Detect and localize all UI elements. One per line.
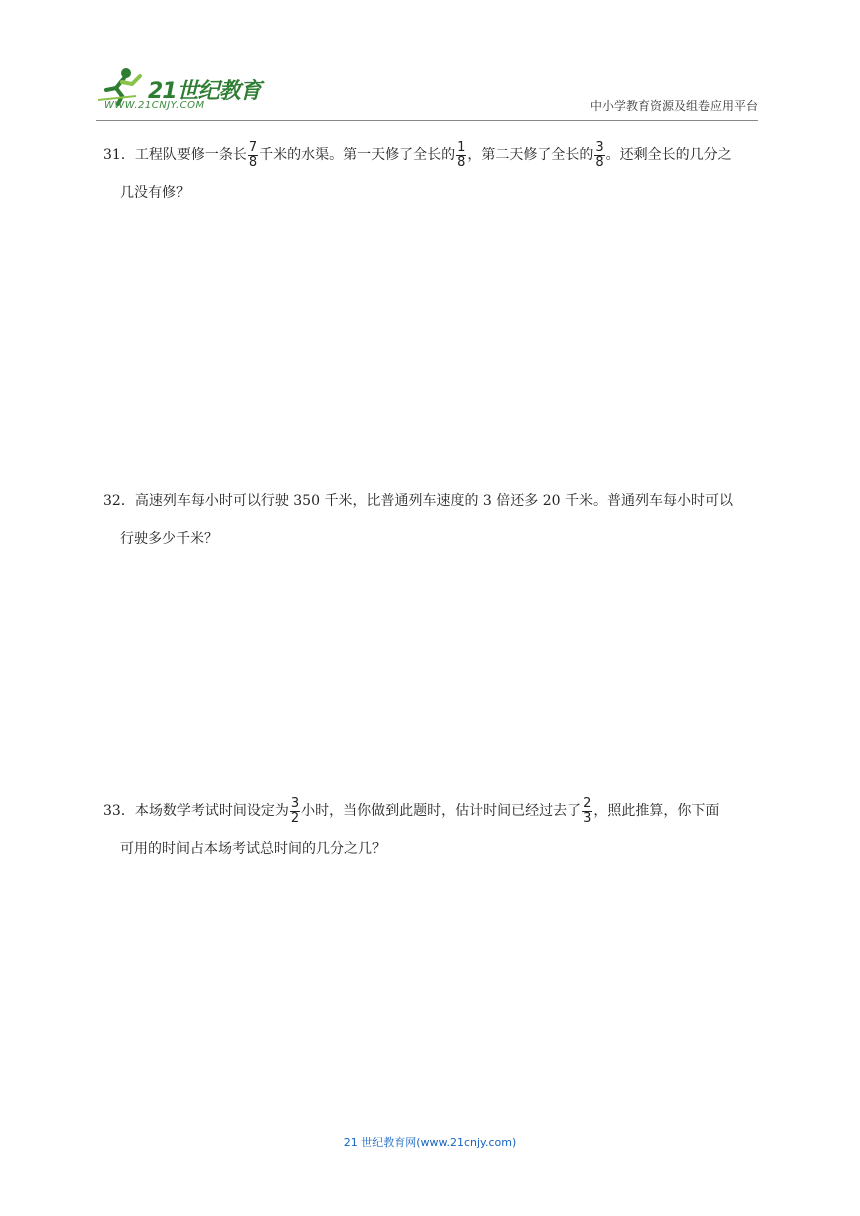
question-text: ，照此推算，你下面 (593, 803, 720, 819)
denominator: 2 (290, 810, 300, 826)
question-line-2: 可用的时间占本场考试总时间的几分之几？ (120, 841, 386, 857)
question-line (103, 792, 759, 830)
question-number: 32． (103, 493, 135, 509)
question-line (103, 136, 759, 174)
question-text: ，第二天修了全长的 (467, 147, 594, 163)
question-text: 工程队要修一条长 (134, 147, 247, 163)
site-logo (96, 66, 266, 118)
fraction (248, 141, 258, 170)
logo-url: WWW.21CNJY.COM (104, 100, 205, 111)
question-line-2: 几没有修？ (120, 185, 190, 201)
platform-name: 中小学教育资源及组卷应用平台 (589, 99, 758, 113)
numerator: 1 (457, 139, 466, 155)
logo-text: 21世纪教育 (148, 79, 261, 104)
question-text: 小时，当你做到此题时，估计时间已经过去了 (301, 803, 582, 819)
denominator: 8 (248, 154, 258, 170)
denominator: 3 (583, 810, 592, 826)
question-31 (103, 136, 759, 212)
question-text: 本场数学考试时间设定为 (134, 803, 289, 819)
numerator: 3 (290, 795, 300, 811)
question-text: 千米的水渠。第一天修了全长的 (259, 147, 456, 163)
question-33 (103, 792, 759, 868)
fraction (582, 797, 592, 826)
page-header (96, 66, 758, 121)
fraction (594, 141, 604, 170)
question-number: 33． (103, 803, 135, 819)
numerator: 3 (595, 139, 604, 155)
fraction (290, 797, 300, 826)
question-line-2: 行驶多少千米？ (120, 531, 218, 547)
numerator: 2 (583, 795, 592, 811)
question-text: 。还剩全长的几分之 (605, 147, 732, 163)
page-footer: 21 世纪教育网(www.21cnjy.com) (343, 1136, 517, 1149)
question-line (103, 482, 759, 520)
denominator: 8 (595, 154, 604, 170)
fraction (456, 141, 466, 170)
denominator: 8 (457, 154, 466, 170)
numerator: 7 (248, 139, 258, 155)
question-number: 31． (103, 147, 135, 163)
question-text: 高速列车每小时可以行驶 350 千米，比普通列车速度的 3 倍还多 20 千米。普通列车每小时可以 (134, 493, 733, 509)
question-32 (103, 482, 759, 558)
